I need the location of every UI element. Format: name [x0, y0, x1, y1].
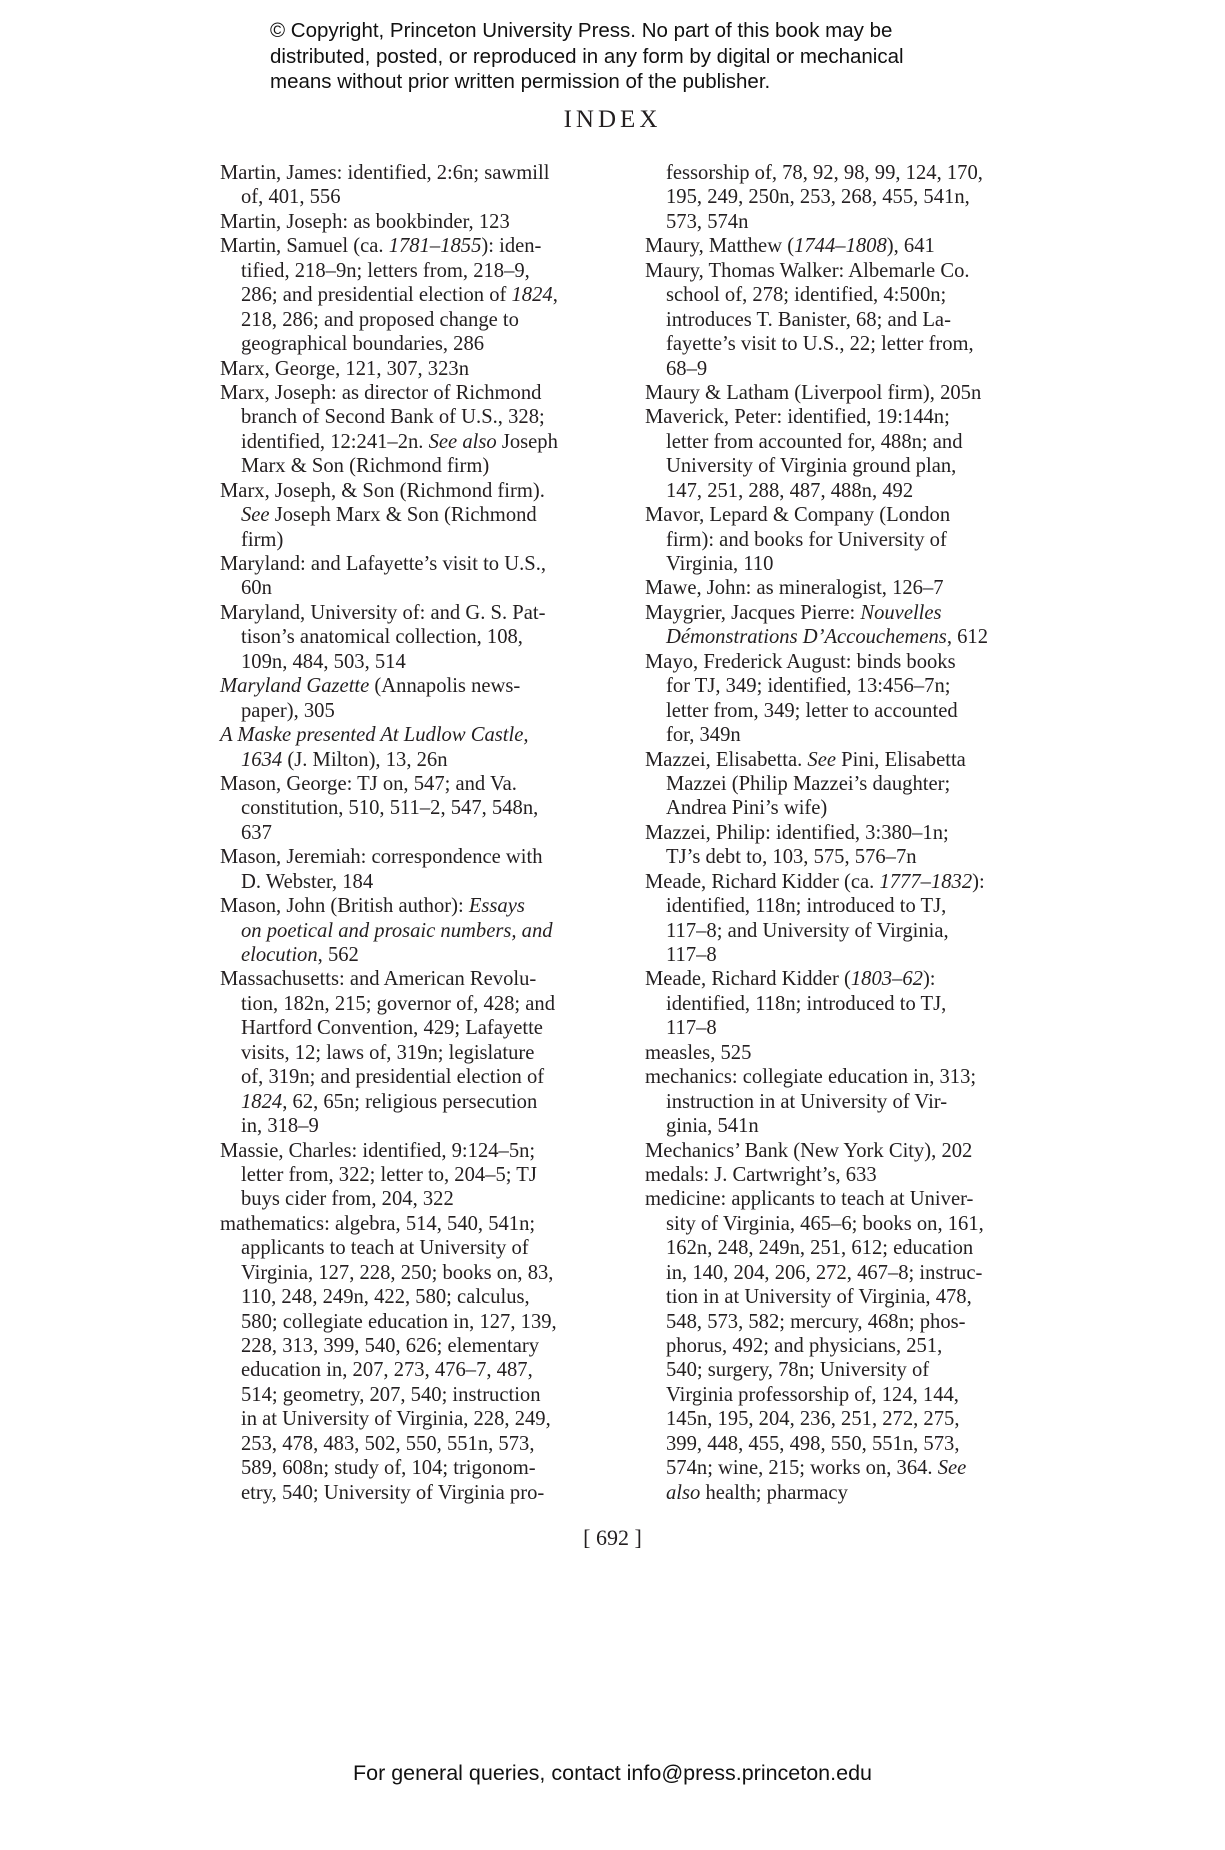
index-entry-continuation: identified, 12:241–2n. See also Joseph	[241, 430, 558, 453]
index-entry-continuation: firm): and books for University of	[666, 528, 947, 551]
index-entry: Maryland, University of: and G. S. Pat-	[220, 601, 546, 624]
index-entry-continuation: 60n	[241, 577, 272, 600]
index-entry-continuation: Virginia, 110	[666, 553, 774, 575]
index-entry-continuation: 110, 248, 249n, 422, 580; calculus,	[241, 1286, 530, 1309]
index-entry-continuation: letter from, 322; letter to, 204–5; TJ	[241, 1163, 537, 1186]
index-entry-continuation: geographical boundaries, 286	[241, 333, 485, 356]
copyright-line: © Copyright, Princeton University Press. No part of this book may be	[270, 19, 893, 42]
index-entry-continuation: 109n, 484, 503, 514	[241, 650, 406, 673]
index-entry-continuation: phorus, 492; and physicians, 251,	[666, 1335, 943, 1357]
index-entry-continuation: Virginia, 127, 228, 250; books on, 83,	[241, 1261, 554, 1284]
index-entry-continuation: identified, 118n; introduced to TJ,	[666, 895, 947, 918]
index-entry-continuation: fayette’s visit to U.S., 22; letter from,	[666, 333, 974, 356]
index-entry-continuation: buys cider from, 204, 322	[241, 1188, 454, 1211]
index-entry: Massie, Charles: identified, 9:124–5n;	[220, 1139, 536, 1162]
index-entry-continuation: on poetical and prosaic numbers, and	[241, 919, 553, 942]
index-entry: Martin, Joseph: as bookbinder, 123	[220, 210, 510, 233]
index-entry-continuation: fessorship of, 78, 92, 98, 99, 124, 170,	[666, 162, 983, 184]
index-entry: Marx, George, 121, 307, 323n	[220, 357, 469, 380]
copyright-notice	[270, 18, 990, 95]
index-entry: Mazzei, Philip: identified, 3:380–1n;	[645, 821, 949, 844]
index-entry-continuation: 218, 286; and proposed change to	[241, 308, 519, 331]
index-entry-continuation: 117–8	[666, 1017, 717, 1040]
index-entry: Meade, Richard Kidder (1803–62):	[645, 968, 936, 991]
index-entry-continuation: of, 401, 556	[241, 186, 341, 209]
index-entry: A Maske presented At Ludlow Castle,	[220, 724, 529, 747]
index-entry-continuation: 68–9	[666, 357, 708, 380]
index-entry-continuation: firm)	[241, 528, 284, 551]
index-entry: mechanics: collegiate education in, 313;	[645, 1066, 977, 1089]
index-entry-continuation: tified, 218–9n; letters from, 218–9,	[241, 259, 530, 282]
index-entry-continuation: Démonstrations D’Accouchemens, 612	[666, 626, 988, 649]
index-entry-continuation: 1824, 62, 65n; religious persecution	[241, 1090, 538, 1113]
index-entry-continuation: in, 140, 204, 206, 272, 467–8; instruc-	[666, 1261, 983, 1284]
index-entry-continuation: of, 319n; and presidential election of	[241, 1066, 545, 1089]
index-entry: Maury, Thomas Walker: Albemarle Co.	[645, 259, 970, 282]
footer-contact: For general queries, contact info@press.princeton.edu	[352, 1761, 872, 1785]
index-entry-continuation: letter from, 349; letter to accounted	[666, 699, 958, 722]
index-entry-continuation: 574n; wine, 215; works on, 364. See	[666, 1457, 967, 1480]
page-number: [ 692 ]	[583, 1525, 642, 1550]
index-entry-continuation: tion in at University of Virginia, 478,	[666, 1286, 972, 1309]
index-entry-continuation: 117–8; and University of Virginia,	[666, 919, 949, 942]
index-entry-continuation: 548, 573, 582; mercury, 468n; phos-	[666, 1310, 966, 1333]
index-entry-continuation: 253, 478, 483, 502, 550, 551n, 573,	[241, 1432, 535, 1455]
index-entry-continuation: applicants to teach at University of	[241, 1237, 529, 1260]
index-entry-continuation: visits, 12; laws of, 319n; legislature	[241, 1041, 535, 1064]
index-entry-continuation: 1634 (J. Milton), 13, 26n	[241, 748, 448, 771]
index-entry-continuation: in, 318–9	[241, 1115, 319, 1138]
index-entry: Mason, John (British author): Essays	[220, 895, 525, 918]
index-entry-continuation: 147, 251, 288, 487, 488n, 492	[666, 479, 914, 502]
copyright-line: distributed, posted, or reproduced in any form by digital or mechanical	[270, 44, 904, 68]
index-entry-continuation: 540; surgery, 78n; University of	[666, 1359, 930, 1382]
index-entry-continuation: in at University of Virginia, 228, 249,	[241, 1408, 551, 1431]
index-entry: Meade, Richard Kidder (ca. 1777–1832):	[645, 870, 985, 893]
index-entry: Maverick, Peter: identified, 19:144n;	[645, 406, 950, 429]
index-entry-continuation: elocution, 562	[241, 944, 359, 966]
index-entry-continuation: introduces T. Banister, 68; and La-	[666, 308, 951, 331]
index-entry-continuation: tion, 182n, 215; governor of, 428; and	[241, 992, 556, 1015]
index-entry-continuation: Mazzei (Philip Mazzei’s daughter;	[666, 772, 951, 795]
index-entry-continuation: also health; pharmacy	[666, 1481, 848, 1504]
page-title: INDEX	[563, 106, 662, 133]
index-entry-continuation: TJ’s debt to, 103, 575, 576–7n	[666, 846, 917, 869]
index-entry: measles, 525	[645, 1041, 752, 1064]
index-entry: Mason, George: TJ on, 547; and Va.	[220, 772, 517, 795]
index-entry-continuation: University of Virginia ground plan,	[666, 455, 957, 478]
index-entry-continuation: for, 349n	[666, 724, 741, 747]
index-entry-continuation: See Joseph Marx & Son (Richmond	[241, 504, 537, 527]
index-entry-continuation: 145n, 195, 204, 236, 251, 272, 275,	[666, 1408, 960, 1431]
index-entry-continuation: 117–8	[666, 944, 717, 966]
index-entry: Martin, James: identified, 2:6n; sawmill	[220, 162, 550, 184]
index-entry-continuation: etry, 540; University of Virginia pro-	[241, 1481, 545, 1504]
index-entry-continuation: 286; and presidential election of 1824,	[241, 284, 558, 307]
index-entry-continuation: 195, 249, 250n, 253, 268, 455, 541n,	[666, 186, 970, 209]
index-entry-continuation: D. Webster, 184	[241, 870, 374, 893]
index-entry-continuation: 514; geometry, 207, 540; instruction	[241, 1383, 541, 1406]
index-entry-continuation: letter from accounted for, 488n; and	[666, 430, 963, 453]
copyright-line: means without prior written permission of the publisher.	[270, 70, 771, 93]
index-entry-continuation: tison’s anatomical collection, 108,	[241, 626, 523, 649]
index-entry: Maury & Latham (Liverpool firm), 205n	[645, 381, 982, 404]
index-entry-continuation: ginia, 541n	[666, 1115, 759, 1138]
index-entry: Maryland Gazette (Annapolis news-	[220, 675, 521, 698]
index-entry-continuation: 162n, 248, 249n, 251, 612; education	[666, 1237, 974, 1260]
index-entry-continuation: instruction in at University of Vir-	[666, 1090, 948, 1113]
index-entry-continuation: 573, 574n	[666, 210, 749, 233]
index-entry: Mayo, Frederick August: binds books	[645, 650, 956, 673]
index-entry: Maury, Matthew (1744–1808), 641	[645, 235, 935, 258]
index-entry-continuation: 399, 448, 455, 498, 550, 551n, 573,	[666, 1432, 960, 1455]
index-entry: Maygrier, Jacques Pierre: Nouvelles	[645, 601, 942, 624]
index-entry: Maryland: and Lafayette’s visit to U.S.,	[220, 553, 547, 575]
index-entry-continuation: Andrea Pini’s wife)	[666, 797, 828, 820]
index-entry-continuation: paper), 305	[241, 699, 335, 722]
index-entry-continuation: Hartford Convention, 429; Lafayette	[241, 1017, 543, 1040]
index-entry: Mason, Jeremiah: correspondence with	[220, 846, 543, 869]
index-entry-continuation: sity of Virginia, 465–6; books on, 161,	[666, 1212, 984, 1235]
index-entry: Martin, Samuel (ca. 1781–1855): iden-	[220, 235, 542, 258]
index-column-left	[220, 161, 620, 1505]
index-entry-continuation: 637	[241, 821, 272, 844]
index-entry-continuation: 580; collegiate education in, 127, 139,	[241, 1310, 557, 1333]
index-entry-continuation: for TJ, 349; identified, 13:456–7n;	[666, 675, 951, 698]
index-entry-continuation: school of, 278; identified, 4:500n;	[666, 284, 947, 307]
index-entry-continuation: Virginia professorship of, 124, 144,	[666, 1383, 959, 1406]
index-entry-continuation: Marx & Son (Richmond firm)	[241, 455, 490, 478]
index-entry-continuation: education in, 207, 273, 476–7, 487,	[241, 1359, 533, 1382]
index-entry: Mechanics’ Bank (New York City), 202	[645, 1139, 973, 1162]
index-column-right	[645, 161, 1065, 1505]
index-entry: Mawe, John: as mineralogist, 126–7	[645, 577, 944, 600]
index-entry-continuation: identified, 118n; introduced to TJ,	[666, 992, 947, 1015]
index-entry-continuation: 228, 313, 399, 540, 626; elementary	[241, 1335, 539, 1357]
index-entry: Massachusetts: and American Revolu-	[220, 968, 537, 991]
index-entry-continuation: 589, 608n; study of, 104; trigonom-	[241, 1457, 536, 1480]
index-entry: medals: J. Cartwright’s, 633	[645, 1163, 877, 1186]
index-entry-continuation: constitution, 510, 511–2, 547, 548n,	[241, 797, 539, 820]
index-entry: Marx, Joseph, & Son (Richmond firm).	[220, 479, 545, 502]
index-entry: Mazzei, Elisabetta. See Pini, Elisabetta	[645, 748, 966, 771]
index-entry: mathematics: algebra, 514, 540, 541n;	[220, 1212, 536, 1235]
index-entry: Mavor, Lepard & Company (London	[645, 504, 951, 527]
index-entry: medicine: applicants to teach at Univer-	[645, 1188, 974, 1211]
index-entry: Marx, Joseph: as director of Richmond	[220, 381, 542, 404]
index-entry-continuation: branch of Second Bank of U.S., 328;	[241, 406, 545, 429]
